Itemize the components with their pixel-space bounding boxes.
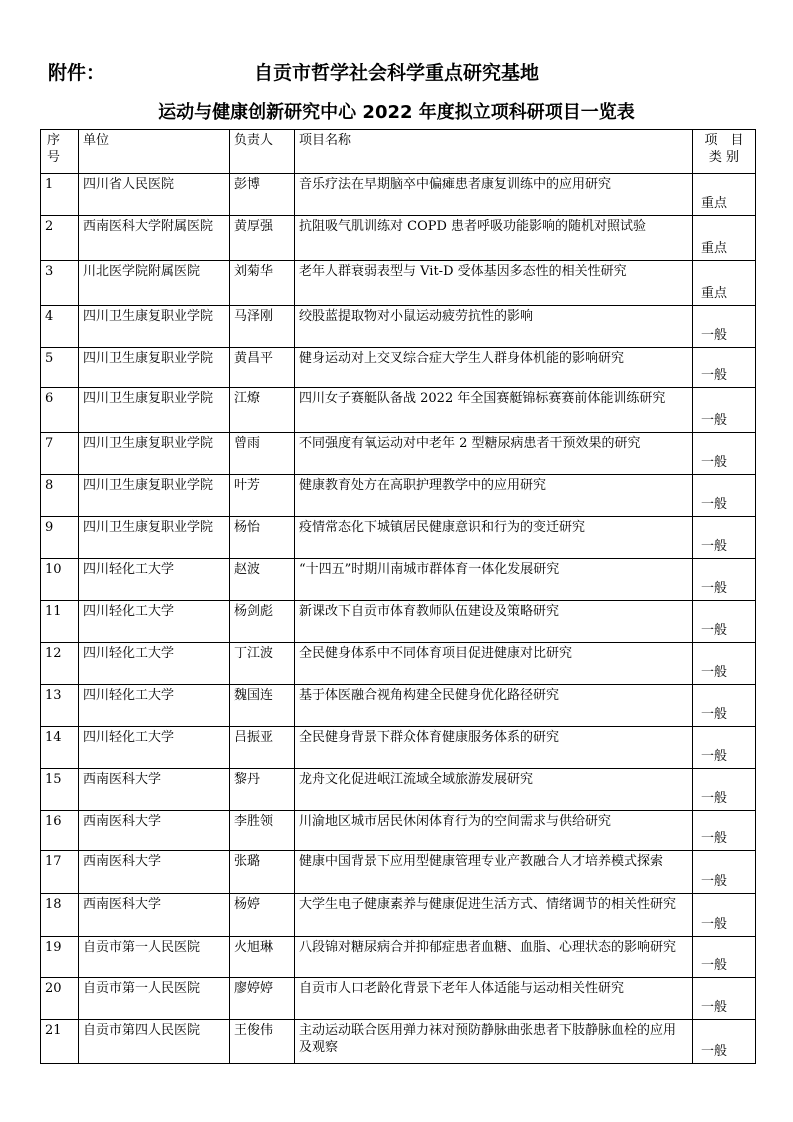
cell-no: 14 <box>41 727 79 769</box>
attachment-label: 附件： <box>48 62 106 84</box>
cell-project: 四川女子赛艇队备战 2022 年全国赛艇锦标赛赛前体能训练研究 <box>295 388 693 433</box>
cell-unit: 四川轻化工大学 <box>79 685 230 727</box>
cell-project: 绞股蓝提取物对小鼠运动疲劳抗性的影响 <box>295 306 693 348</box>
cell-leader: 廖婷婷 <box>230 978 295 1020</box>
cell-unit: 西南医科大学 <box>79 894 230 937</box>
cell-no: 21 <box>41 1020 79 1064</box>
cell-project: 八段锦对糖尿病合并抑郁症患者血糖、血脂、心理状态的影响研究 <box>295 937 693 978</box>
cell-leader: 刘菊华 <box>230 261 295 306</box>
cell-no: 4 <box>41 306 79 348</box>
cell-unit: 自贡市第一人民医院 <box>79 937 230 978</box>
cell-category: 一般 <box>693 1020 756 1064</box>
cell-category: 一般 <box>693 433 756 475</box>
cell-leader: 杨剑彪 <box>230 601 295 643</box>
cell-unit: 四川轻化工大学 <box>79 559 230 601</box>
cell-no: 20 <box>41 978 79 1020</box>
cell-unit: 四川卫生康复职业学院 <box>79 475 230 517</box>
cell-leader: 杨怡 <box>230 517 295 559</box>
cell-leader: 江燎 <box>230 388 295 433</box>
cell-category: 重点 <box>693 174 756 216</box>
cell-project: 健身运动对上交叉综合症大学生人群身体机能的影响研究 <box>295 348 693 388</box>
cell-category: 一般 <box>693 559 756 601</box>
cell-leader: 彭博 <box>230 174 295 216</box>
cell-category: 一般 <box>693 894 756 937</box>
cell-no: 19 <box>41 937 79 978</box>
table-row <box>41 1020 756 1064</box>
cell-category: 一般 <box>693 937 756 978</box>
cell-project: 主动运动联合医用弹力袜对预防静脉曲张患者下肢静脉血栓的应用及观察 <box>295 1020 693 1064</box>
table-row <box>41 769 756 811</box>
cell-unit: 川北医学院附属医院 <box>79 261 230 306</box>
cell-project: 抗阻吸气肌训练对 COPD 患者呼吸功能影响的随机对照试验 <box>295 216 693 261</box>
cell-project: 基于体医融合视角构建全民健身优化路径研究 <box>295 685 693 727</box>
table-row <box>41 601 756 643</box>
cell-unit: 四川轻化工大学 <box>79 727 230 769</box>
cell-no: 1 <box>41 174 79 216</box>
cell-category: 一般 <box>693 475 756 517</box>
cell-leader: 叶芳 <box>230 475 295 517</box>
cell-category: 一般 <box>693 348 756 388</box>
cell-no: 12 <box>41 643 79 685</box>
cell-leader: 曾雨 <box>230 433 295 475</box>
cell-no: 2 <box>41 216 79 261</box>
cell-leader: 黄昌平 <box>230 348 295 388</box>
cell-project: 川渝地区城市居民休闲体育行为的空间需求与供给研究 <box>295 811 693 851</box>
table-row <box>41 475 756 517</box>
cell-no: 10 <box>41 559 79 601</box>
cell-category: 一般 <box>693 685 756 727</box>
cell-no: 5 <box>41 348 79 388</box>
cell-project: 自贡市人口老龄化背景下老年人体适能与运动相关性研究 <box>295 978 693 1020</box>
cell-project: 音乐疗法在早期脑卒中偏瘫患者康复训练中的应用研究 <box>295 174 693 216</box>
cell-no: 8 <box>41 475 79 517</box>
table-row <box>41 851 756 894</box>
cell-leader: 吕振亚 <box>230 727 295 769</box>
cell-leader: 丁江波 <box>230 643 295 685</box>
cell-category: 一般 <box>693 851 756 894</box>
project-table <box>40 129 756 1064</box>
cell-category: 一般 <box>693 811 756 851</box>
cell-unit: 四川卫生康复职业学院 <box>79 388 230 433</box>
cell-leader: 赵波 <box>230 559 295 601</box>
cell-unit: 四川卫生康复职业学院 <box>79 348 230 388</box>
cell-category: 一般 <box>693 643 756 685</box>
header-project: 项目名称 <box>295 130 693 174</box>
cell-project: 大学生电子健康素养与健康促进生活方式、情绪调节的相关性研究 <box>295 894 693 937</box>
cell-leader: 王俊伟 <box>230 1020 295 1064</box>
cell-unit: 西南医科大学 <box>79 851 230 894</box>
table-row <box>41 937 756 978</box>
cell-unit: 四川卫生康复职业学院 <box>79 433 230 475</box>
cell-project: 新课改下自贡市体育教师队伍建设及策略研究 <box>295 601 693 643</box>
cell-project: 老年人群衰弱表型与 Vit-D 受体基因多态性的相关性研究 <box>295 261 693 306</box>
cell-project: “十四五”时期川南城市群体育一体化发展研究 <box>295 559 693 601</box>
cell-leader: 魏国连 <box>230 685 295 727</box>
cell-no: 16 <box>41 811 79 851</box>
cell-unit: 四川轻化工大学 <box>79 643 230 685</box>
cell-unit: 西南医科大学 <box>79 811 230 851</box>
cell-no: 6 <box>41 388 79 433</box>
cell-unit: 自贡市第四人民医院 <box>79 1020 230 1064</box>
cell-unit: 四川省人民医院 <box>79 174 230 216</box>
cell-unit: 四川轻化工大学 <box>79 601 230 643</box>
cell-leader: 杨婷 <box>230 894 295 937</box>
table-row <box>41 433 756 475</box>
table-row <box>41 727 756 769</box>
cell-leader: 李胜领 <box>230 811 295 851</box>
cell-category: 重点 <box>693 261 756 306</box>
cell-project: 健康中国背景下应用型健康管理专业产教融合人才培养模式探索 <box>295 851 693 894</box>
cell-project: 龙舟文化促进岷江流域全域旅游发展研究 <box>295 769 693 811</box>
header-leader: 负责人 <box>230 130 295 174</box>
cell-leader: 火旭琳 <box>230 937 295 978</box>
cell-project: 不同强度有氧运动对中老年 2 型糖尿病患者干预效果的研究 <box>295 433 693 475</box>
table-row <box>41 559 756 601</box>
cell-no: 15 <box>41 769 79 811</box>
page-subtitle: 运动与健康创新研究中心 2022 年度拟立项科研项目一览表 <box>158 102 635 123</box>
cell-leader: 黄厚强 <box>230 216 295 261</box>
table-row <box>41 643 756 685</box>
cell-category: 一般 <box>693 727 756 769</box>
cell-project: 疫情常态化下城镇居民健康意识和行为的变迁研究 <box>295 517 693 559</box>
page-title: 自贡市哲学社会科学重点研究基地 <box>253 62 539 84</box>
cell-no: 9 <box>41 517 79 559</box>
cell-leader: 黎丹 <box>230 769 295 811</box>
cell-unit: 四川卫生康复职业学院 <box>79 517 230 559</box>
cell-project: 全民健身体系中不同体育项目促进健康对比研究 <box>295 643 693 685</box>
cell-category: 一般 <box>693 517 756 559</box>
header-no: 序 号 <box>41 130 79 174</box>
table-row <box>41 685 756 727</box>
header-category: 项 目 类 别 <box>693 130 756 174</box>
cell-category: 一般 <box>693 769 756 811</box>
cell-project: 全民健身背景下群众体育健康服务体系的研究 <box>295 727 693 769</box>
table-row <box>41 306 756 348</box>
cell-category: 一般 <box>693 388 756 433</box>
cell-no: 11 <box>41 601 79 643</box>
cell-no: 3 <box>41 261 79 306</box>
cell-unit: 四川卫生康复职业学院 <box>79 306 230 348</box>
table-row <box>41 388 756 433</box>
cell-no: 7 <box>41 433 79 475</box>
table-row <box>41 261 756 306</box>
cell-unit: 自贡市第一人民医院 <box>79 978 230 1020</box>
cell-no: 17 <box>41 851 79 894</box>
cell-unit: 西南医科大学附属医院 <box>79 216 230 261</box>
table-header-row <box>41 130 756 174</box>
table-row <box>41 894 756 937</box>
header-unit: 单位 <box>79 130 230 174</box>
cell-category: 一般 <box>693 601 756 643</box>
cell-category: 一般 <box>693 978 756 1020</box>
cell-no: 13 <box>41 685 79 727</box>
cell-leader: 马泽刚 <box>230 306 295 348</box>
table-row <box>41 978 756 1020</box>
cell-no: 18 <box>41 894 79 937</box>
cell-unit: 西南医科大学 <box>79 769 230 811</box>
table-row <box>41 811 756 851</box>
table-row <box>41 517 756 559</box>
table-row <box>41 348 756 388</box>
table-row <box>41 174 756 216</box>
cell-project: 健康教育处方在高职护理教学中的应用研究 <box>295 475 693 517</box>
cell-category: 重点 <box>693 216 756 261</box>
cell-leader: 张璐 <box>230 851 295 894</box>
table-row <box>41 216 756 261</box>
cell-category: 一般 <box>693 306 756 348</box>
